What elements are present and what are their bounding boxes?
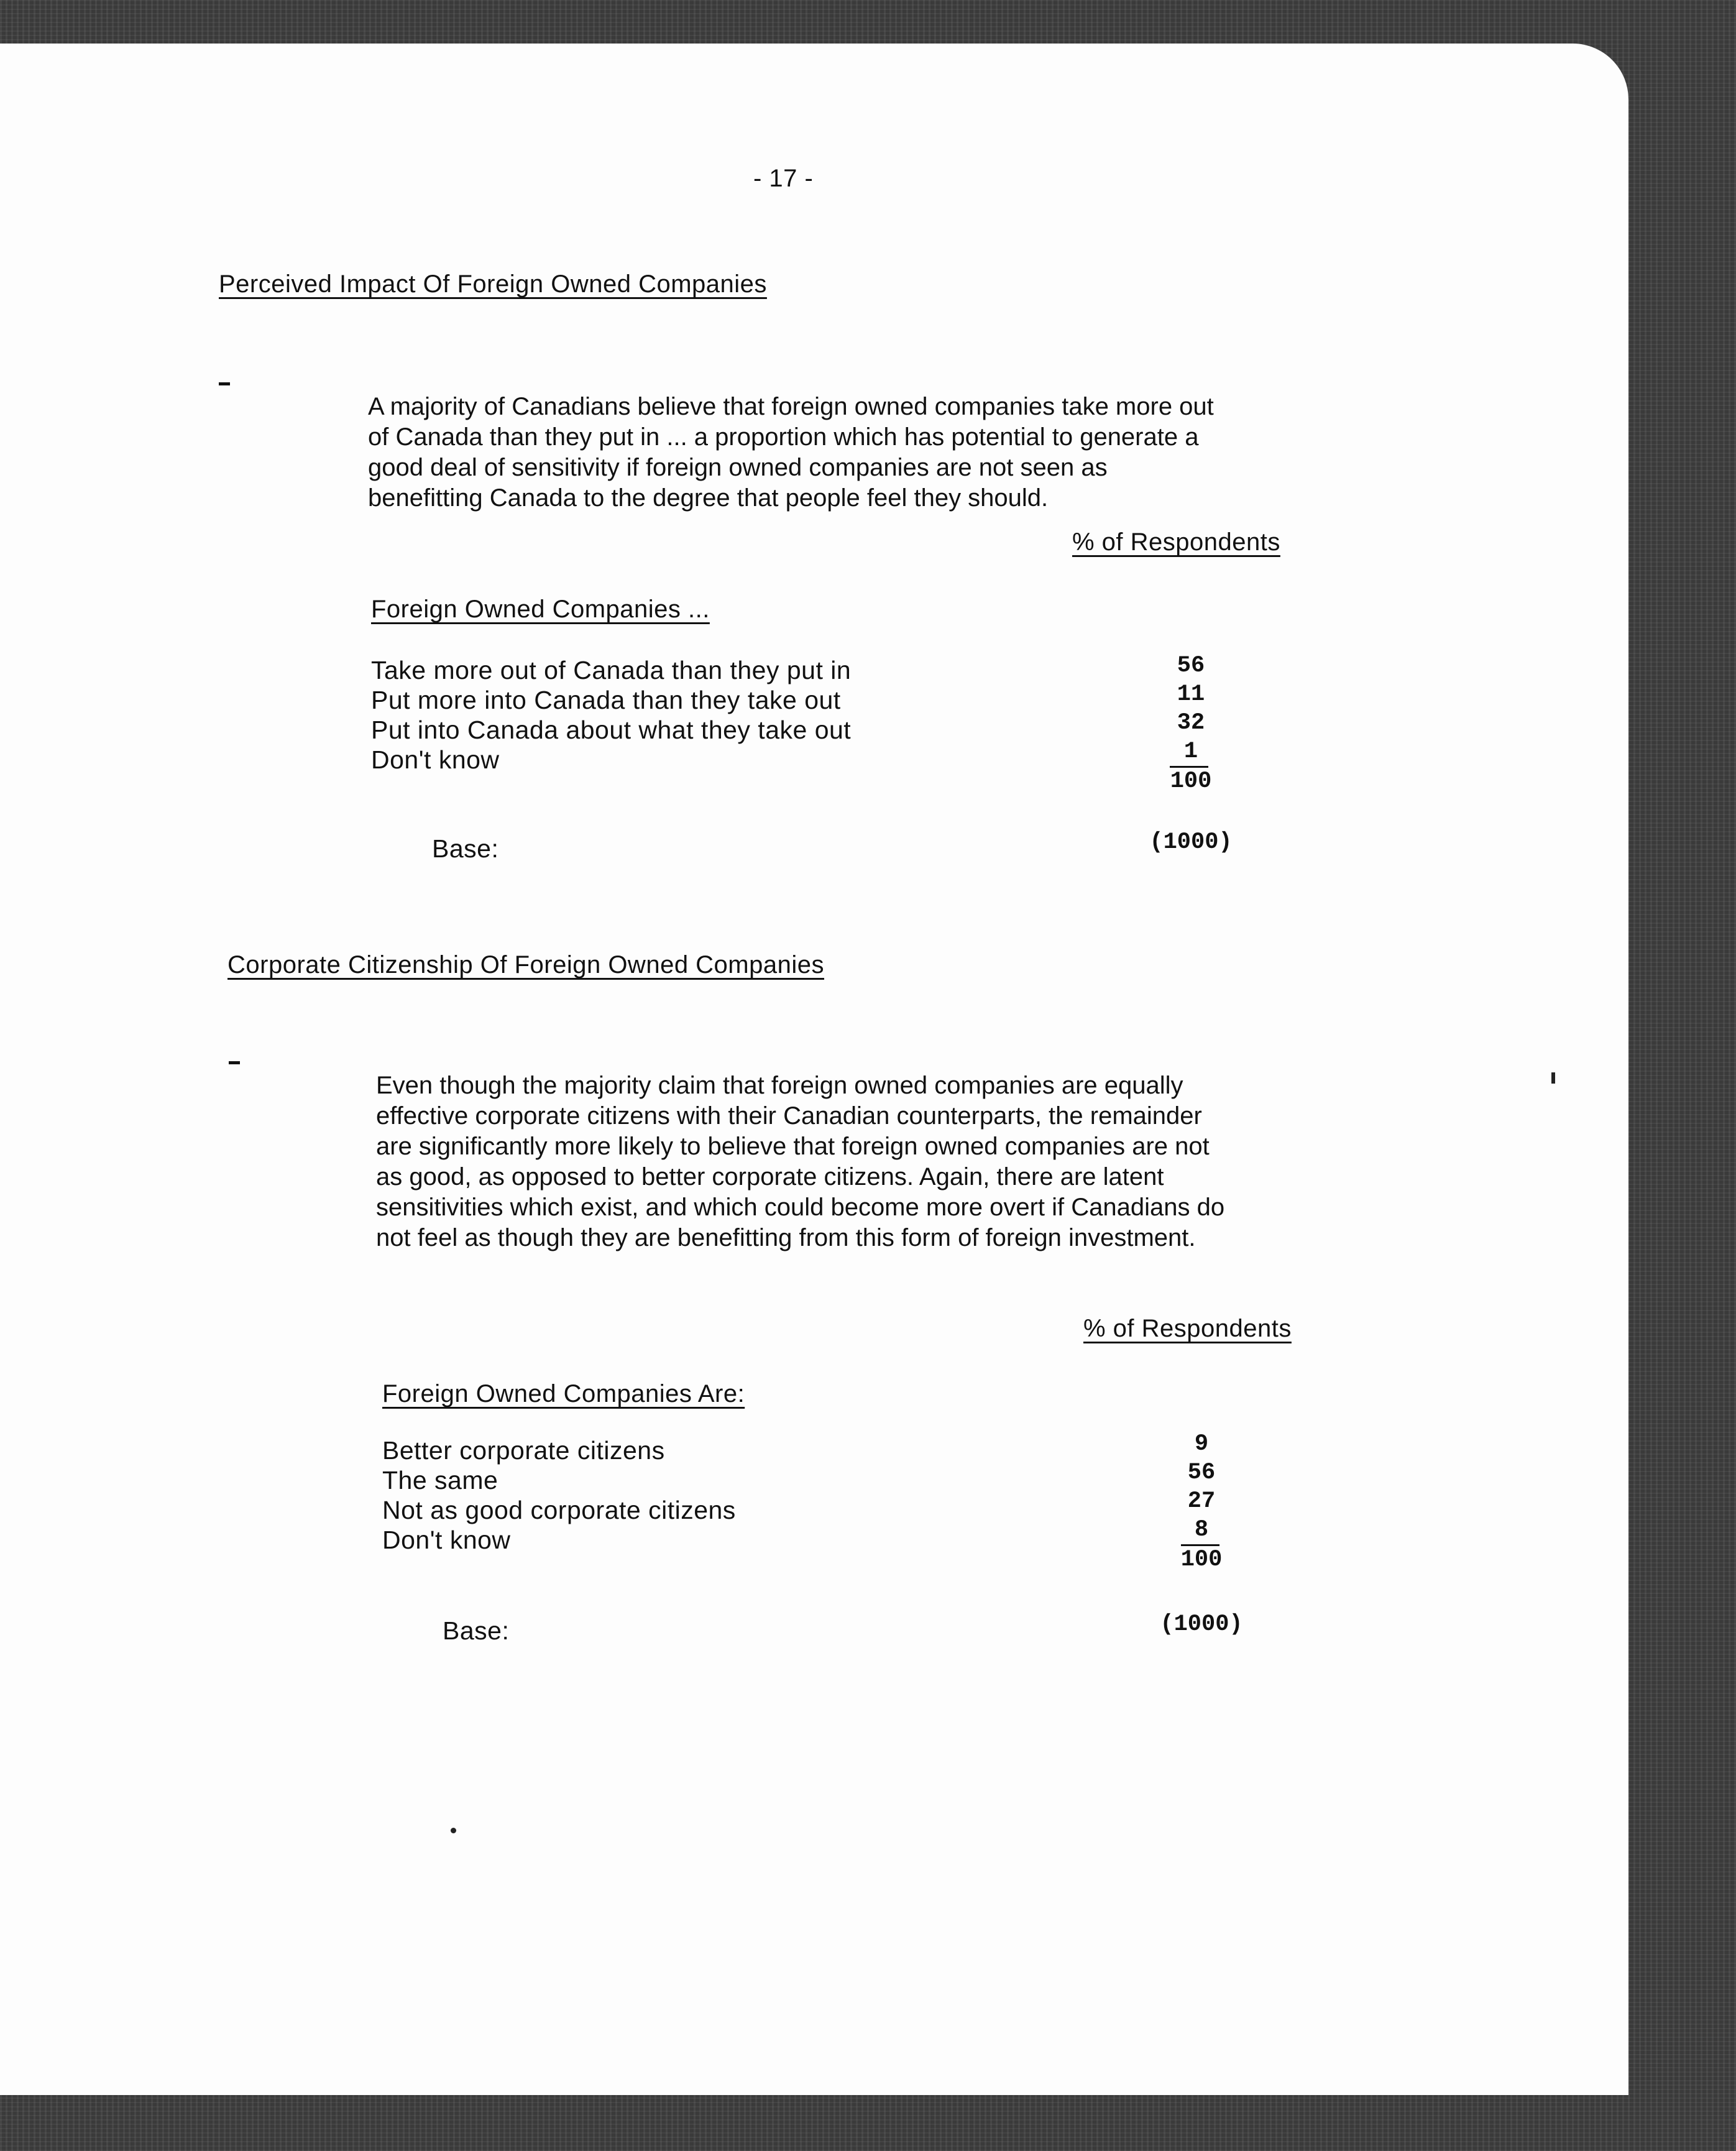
paragraph-line: not feel as though they are benefitting from this form of foreign investment.	[376, 1224, 1196, 1251]
base-value: (1000)	[1160, 1611, 1243, 1637]
paragraph-line: of Canada than they put in ... a proportion which has potential to generate a	[368, 423, 1199, 451]
paragraph-line: Even though the majority claim that foreign owned companies are equally	[376, 1072, 1183, 1099]
base-label: Base:	[432, 834, 499, 863]
paragraph-line: benefitting Canada to the degree that people feel they should.	[368, 484, 1049, 512]
table-title: Foreign Owned Companies Are:	[382, 1380, 745, 1407]
table-row-value: 11	[1177, 681, 1205, 707]
table-row-label: Put into Canada about what they take out	[371, 716, 852, 744]
table-row-value: 56	[1187, 1460, 1216, 1486]
paragraph-line: are significantly more likely to believe that foreign owned companies are not	[376, 1133, 1210, 1160]
section-paragraph-corporate-citizenship	[376, 1071, 1392, 1253]
page-number: - 17 -	[753, 165, 814, 192]
column-header-respondents: % of Respondents	[1083, 1315, 1292, 1342]
scan-speck	[1551, 1072, 1555, 1084]
paragraph-line: effective corporate citizens with their Canadian counterparts, the remainder	[376, 1102, 1202, 1130]
table-row-value: 27	[1187, 1488, 1216, 1514]
document-page	[0, 44, 1628, 2095]
table-row-value: 1	[1183, 739, 1198, 765]
table-row-value: 56	[1177, 653, 1205, 679]
section-paragraph-perceived-impact	[368, 392, 1378, 514]
table-row-label: Better corporate citizens	[382, 1436, 665, 1465]
bullet-dash	[219, 382, 230, 385]
table-total: 100	[1180, 1547, 1223, 1573]
paragraph-line: sensitivities which exist, and which could become more overt if Canadians do	[376, 1194, 1225, 1221]
total-rule	[1170, 766, 1208, 768]
table-row-value: 32	[1177, 710, 1205, 736]
table-row-label: Put more into Canada than they take out	[371, 686, 841, 714]
table-row-value: 9	[1194, 1431, 1209, 1457]
paragraph-line: A majority of Canadians believe that foreign owned companies take more out	[368, 393, 1214, 420]
table-row-label: Don't know	[382, 1526, 511, 1554]
column-header-respondents: % of Respondents	[1072, 528, 1280, 556]
base-value: (1000)	[1149, 829, 1233, 855]
paragraph-line: as good, as opposed to better corporate citizens. Again, there are latent	[376, 1163, 1164, 1191]
table-row-label: Don't know	[371, 745, 500, 774]
table-row-value: 8	[1194, 1517, 1209, 1543]
table-row-label: The same	[382, 1466, 498, 1495]
section-heading-corporate-citizenship: Corporate Citizenship Of Foreign Owned Companies	[227, 951, 824, 979]
table-row-label: Not as good corporate citizens	[382, 1496, 736, 1524]
scan-speck	[451, 1828, 456, 1833]
paragraph-line: good deal of sensitivity if foreign owned companies are not seen as	[368, 454, 1108, 481]
table-row-label: Take more out of Canada than they put in	[371, 656, 852, 684]
total-rule	[1181, 1544, 1219, 1546]
base-label: Base:	[443, 1616, 510, 1645]
table-total: 100	[1170, 768, 1212, 795]
table-title: Foreign Owned Companies ...	[371, 596, 710, 623]
bullet-dash	[229, 1061, 240, 1064]
section-heading-perceived-impact: Perceived Impact Of Foreign Owned Companies	[219, 270, 767, 298]
